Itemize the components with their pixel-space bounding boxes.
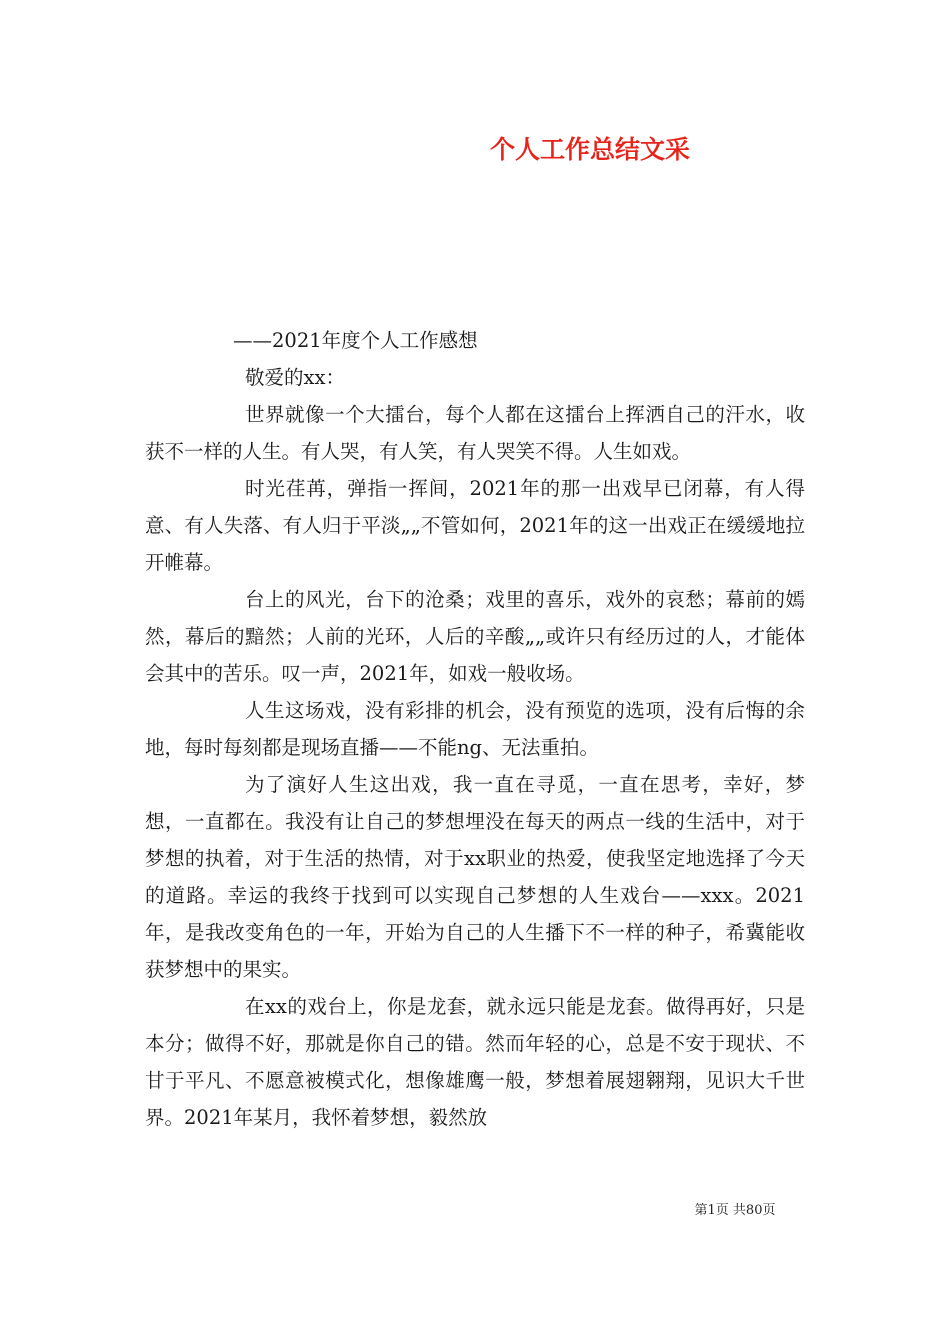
document-title: 个人工作总结文采 (489, 135, 690, 164)
paragraph: 时光荏苒，弹指一挥间，2021年的那一出戏早已闭幕，有人得意、有人失落、有人归于平淡„„不管如何，2021年的这一出戏正在缓缓地拉开帷幕。 (145, 477, 805, 574)
document-body (145, 322, 805, 1136)
page-number-footer: 第1页 共80页 (694, 1203, 776, 1218)
paragraph: 人生这场戏，没有彩排的机会，没有预览的选项，没有后悔的余地，每时每刻都是现场直播——不能ng、无法重拍。 (145, 699, 805, 759)
greeting-line: 敬爱的xx： (245, 366, 345, 389)
paragraph: 台上的风光，台下的沧桑；戏里的喜乐，戏外的哀愁；幕前的嫣然，幕后的黯然；人前的光环，人后的辛酸„„或许只有经历过的人，才能体会其中的苦乐。叹一声，2021年，如戏一般收场。 (145, 588, 805, 685)
paragraph: 世界就像一个大擂台，每个人都在这擂台上挥洒自己的汗水，收获不一样的人生。有人哭，有人笑，有人哭笑不得。人生如戏。 (145, 403, 805, 463)
paragraph: 为了演好人生这出戏，我一直在寻觅，一直在思考，幸好，梦想，一直都在。我没有让自己的梦想埋没在每天的两点一线的生活中，对于梦想的执着，对于生活的热情，对于xx职业的热爱，使我坚定地选择了今天的道路。幸运的我终于找到可以实现自己梦想的人生戏台——xxx。2021年，是我改变角色的一年，开始为自己的人生播下不一样的种子，希冀能收获梦想中的果实。 (145, 773, 805, 981)
paragraph: 在xx的戏台上，你是龙套，就永远只能是龙套。做得再好，只是本分；做得不好，那就是你自己的错。然而年轻的心，总是不安于现状、不甘于平凡、不愿意被模式化，想像雄鹰一般，梦想着展翅翱翔，见识大千世界。2021年某月，我怀着梦想，毅然放 (145, 995, 805, 1129)
document-subtitle: ——2021年度个人工作感想 (233, 329, 478, 352)
